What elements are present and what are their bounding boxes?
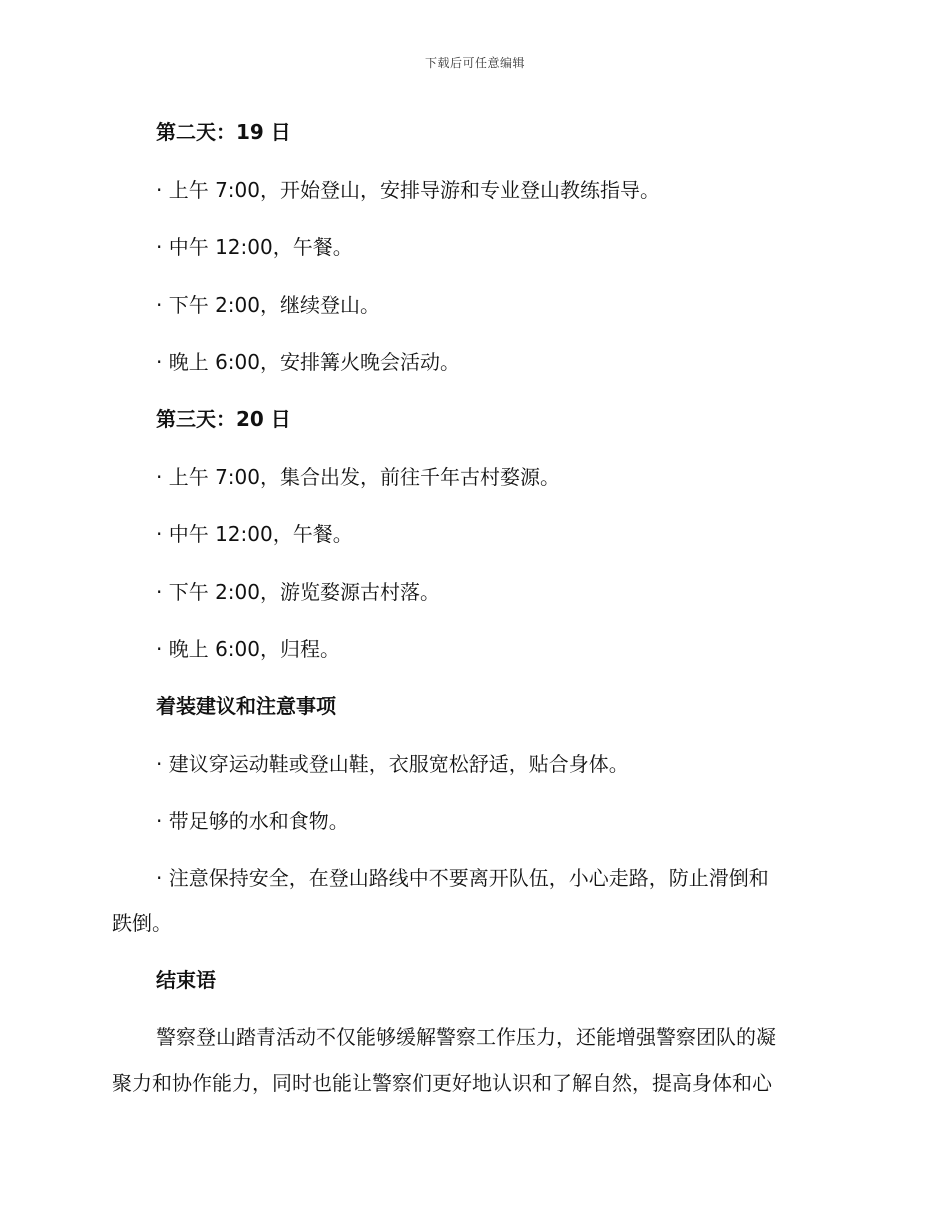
advice-item-continuation: 跌倒。 bbox=[112, 911, 172, 935]
page-header: 下载后可任意编辑 bbox=[424, 56, 525, 70]
schedule-item: · 中午 12:00，午餐。 bbox=[156, 522, 353, 546]
section-heading-conclusion: 结束语 bbox=[156, 968, 216, 992]
conclusion-paragraph-line: 聚力和协作能力，同时也能让警察们更好地认识和了解自然，提高身体和心 bbox=[112, 1071, 772, 1095]
advice-item: · 建议穿运动鞋或登山鞋，衣服宽松舒适，贴合身体。 bbox=[156, 752, 629, 776]
schedule-item: · 上午 7:00，集合出发，前往千年古村婺源。 bbox=[156, 465, 560, 489]
schedule-item: · 上午 7:00，开始登山，安排导游和专业登山教练指导。 bbox=[156, 178, 660, 202]
schedule-item: · 下午 2:00，游览婺源古村落。 bbox=[156, 580, 440, 604]
schedule-item: · 中午 12:00，午餐。 bbox=[156, 235, 353, 259]
schedule-item: · 下午 2:00，继续登山。 bbox=[156, 293, 380, 317]
section-heading-day2: 第二天：19 日 bbox=[156, 120, 291, 144]
schedule-item: · 晚上 6:00，安排篝火晚会活动。 bbox=[156, 350, 460, 374]
advice-item: · 注意保持安全，在登山路线中不要离开队伍，小心走路，防止滑倒和 bbox=[156, 866, 769, 890]
conclusion-paragraph-line: 警察登山踏青活动不仅能够缓解警察工作压力，还能增强警察团队的凝 bbox=[156, 1025, 776, 1049]
schedule-item: · 晚上 6:00，归程。 bbox=[156, 637, 340, 661]
section-heading-attire: 着装建议和注意事项 bbox=[156, 694, 336, 718]
advice-item: · 带足够的水和食物。 bbox=[156, 809, 349, 833]
section-heading-day3: 第三天：20 日 bbox=[156, 407, 291, 431]
